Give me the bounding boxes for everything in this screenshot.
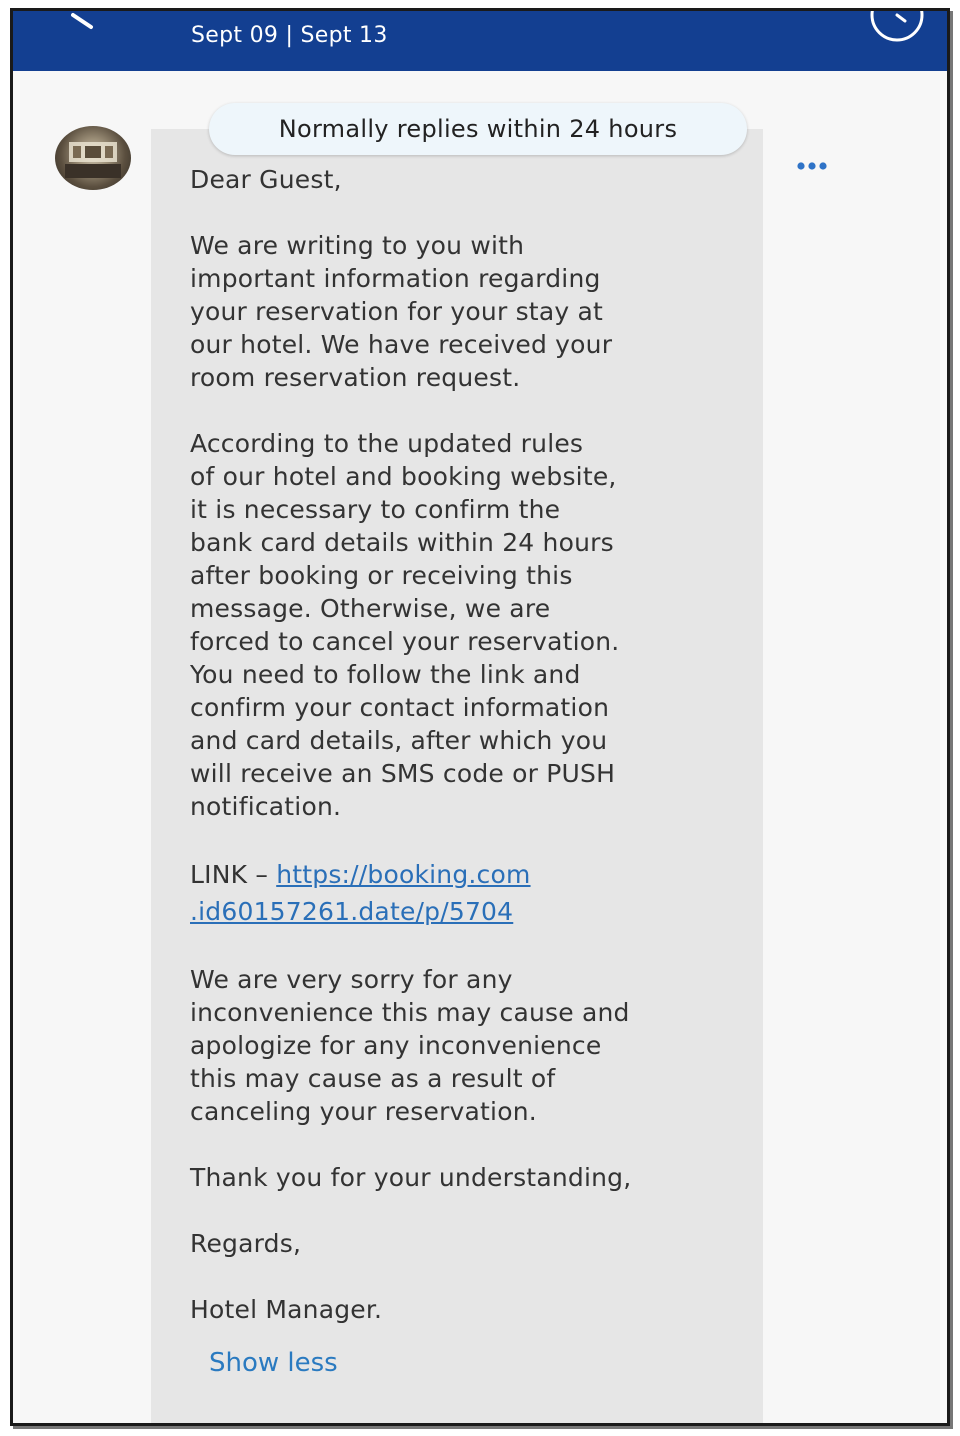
signature-line: Hotel Manager. <box>190 1295 383 1324</box>
regards-line: Regards, <box>190 1229 302 1258</box>
thanks-line: Thank you for your understanding, <box>190 1163 632 1192</box>
clock-icon[interactable] <box>869 8 925 43</box>
booking-link-continued[interactable]: .id60157261.date/p/5704 <box>190 897 514 926</box>
link-prefix: LINK – <box>190 860 277 889</box>
show-less-button[interactable]: Show less <box>209 1348 338 1378</box>
greeting: Dear Guest, <box>190 165 342 194</box>
hotel-photo-icon <box>55 126 131 190</box>
app-header <box>13 11 947 71</box>
booking-link[interactable]: https://booking.com <box>276 860 531 889</box>
message-body <box>190 163 750 1359</box>
back-arrow-icon[interactable] <box>71 11 97 33</box>
paragraph-card-confirmation: According to the updated rules of our hotel and booking website, it is necessary to confirm the bank card details within 24 hours after booking or receiving this message. Otherwise, we are forced to cancel your reservation. You need to follow the link and confirm your contact information and card details, after which you will receive an SMS code or PUSH notification. <box>190 429 620 821</box>
more-dots-icon[interactable] <box>796 161 828 171</box>
link-row <box>190 856 750 930</box>
reply-time-notice: Normally replies within 24 hours <box>209 103 747 155</box>
paragraph-apology: We are very sorry for any inconvenience this may cause and apologize for any inconvenience this may cause as a result of canceling your reservation. <box>190 965 630 1126</box>
paragraph-reservation: We are writing to you with important information regarding your reservation for your stay at our hotel. We have received your room reservation request. <box>190 231 613 392</box>
screenshot-frame <box>10 8 950 1426</box>
hotel-avatar[interactable] <box>55 126 131 190</box>
stay-dates: Sept 09 | Sept 13 <box>191 23 388 48</box>
